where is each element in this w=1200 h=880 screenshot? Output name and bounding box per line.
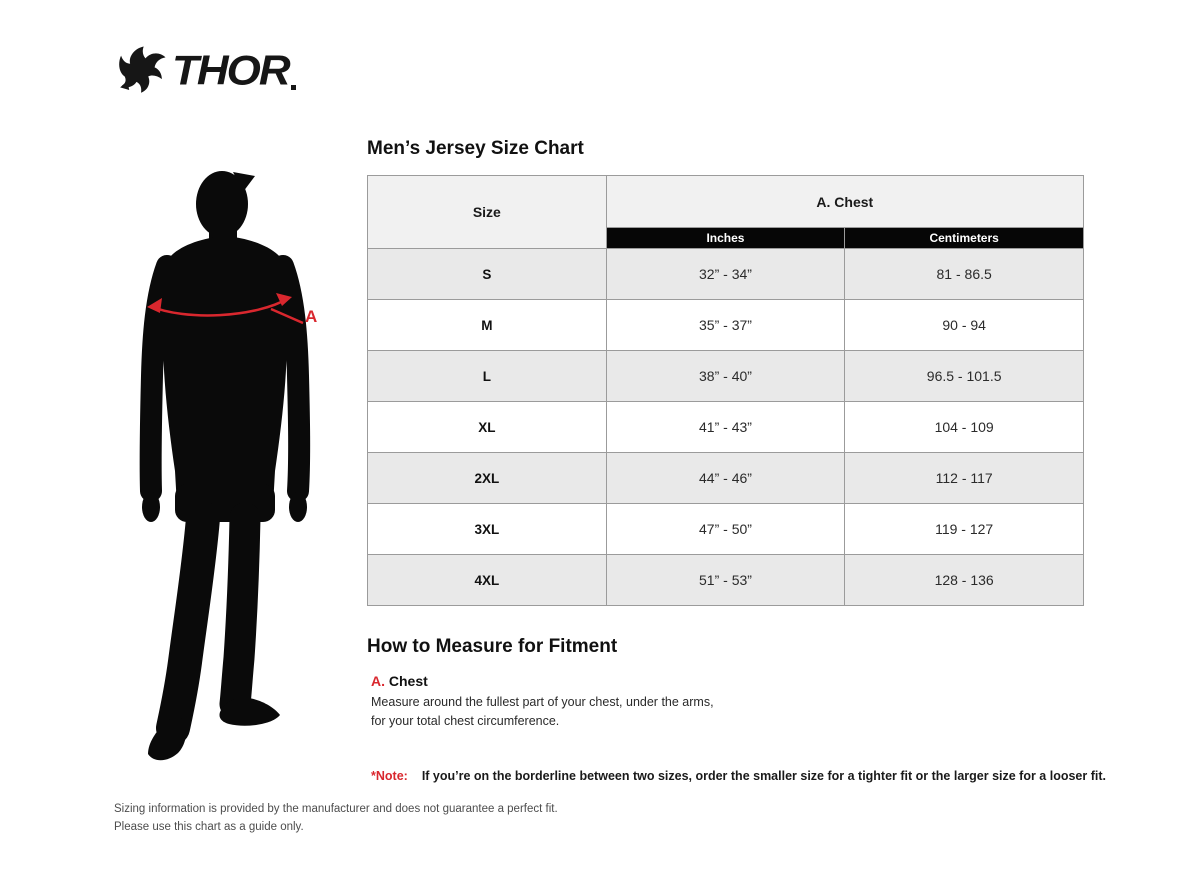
inches-unit-header: Inches (606, 228, 845, 249)
size-chart-table (367, 175, 1084, 606)
cm-cell: 90 - 94 (845, 300, 1084, 351)
table-row (368, 453, 1084, 504)
male-silhouette-figure (125, 166, 325, 774)
size-cell: 2XL (368, 453, 607, 504)
chest-measurement-label: A (305, 307, 318, 326)
size-cell: L (368, 351, 607, 402)
measure-item-name: Chest (388, 673, 428, 689)
measure-item-description: Measure around the fullest part of your chest, under the arms, for your total chest circumference. (371, 695, 714, 729)
cm-cell: 96.5 - 101.5 (845, 351, 1084, 402)
inches-cell: 35” - 37” (606, 300, 845, 351)
size-cell: XL (368, 402, 607, 453)
footer-line-1: Sizing information is provided by the manufacturer and does not guarantee a perfect fit. (114, 803, 558, 815)
cm-cell: 81 - 86.5 (845, 249, 1084, 300)
inches-cell: 51” - 53” (606, 555, 845, 606)
size-cell: M (368, 300, 607, 351)
footer-line-2: Please use this chart as a guide only. (114, 820, 304, 833)
silhouette-body (161, 171, 289, 522)
cm-cell: 119 - 127 (845, 504, 1084, 555)
inches-cell: 41” - 43” (606, 402, 845, 453)
thor-logo (112, 42, 296, 100)
inches-cell: 47” - 50” (606, 504, 845, 555)
table-row (368, 300, 1084, 351)
centimeters-unit-header: Centimeters (845, 228, 1084, 249)
inches-cell: 38” - 40” (606, 351, 845, 402)
table-row (368, 555, 1084, 606)
size-cell: 3XL (368, 504, 607, 555)
cm-cell: 128 - 136 (845, 555, 1084, 606)
inches-cell: 44” - 46” (606, 453, 845, 504)
page-title: Men’s Jersey Size Chart (367, 138, 584, 159)
logo-wordmark: THOR (172, 47, 289, 94)
male-silhouette-svg (125, 166, 325, 774)
sizing-note (371, 769, 1106, 783)
size-column-header: Size (368, 176, 607, 249)
measure-section-title: How to Measure for Fitment (367, 636, 618, 657)
inches-cell: 32” - 34” (606, 249, 845, 300)
size-cell: S (368, 249, 607, 300)
measure-item-letter: A. (371, 673, 385, 689)
cm-cell: 104 - 109 (845, 402, 1084, 453)
footer-disclaimer (114, 801, 558, 837)
table-row (368, 402, 1084, 453)
chest-group-header: A. Chest (606, 176, 1083, 228)
table-header-row (368, 176, 1084, 228)
size-cell: 4XL (368, 555, 607, 606)
note-prefix: *Note: (371, 769, 408, 783)
table-row (368, 249, 1084, 300)
measure-item-heading (371, 673, 729, 689)
logo-trademark-dot (291, 85, 296, 90)
measure-item-chest (371, 673, 729, 732)
table-row (368, 504, 1084, 555)
note-text: If you’re on the borderline between two sizes, order the smaller size for a tighter fit or the larger size for a looser fit. (421, 769, 1106, 783)
table-row (368, 351, 1084, 402)
cm-cell: 112 - 117 (845, 453, 1084, 504)
thor-goat-logo-icon (112, 42, 170, 100)
